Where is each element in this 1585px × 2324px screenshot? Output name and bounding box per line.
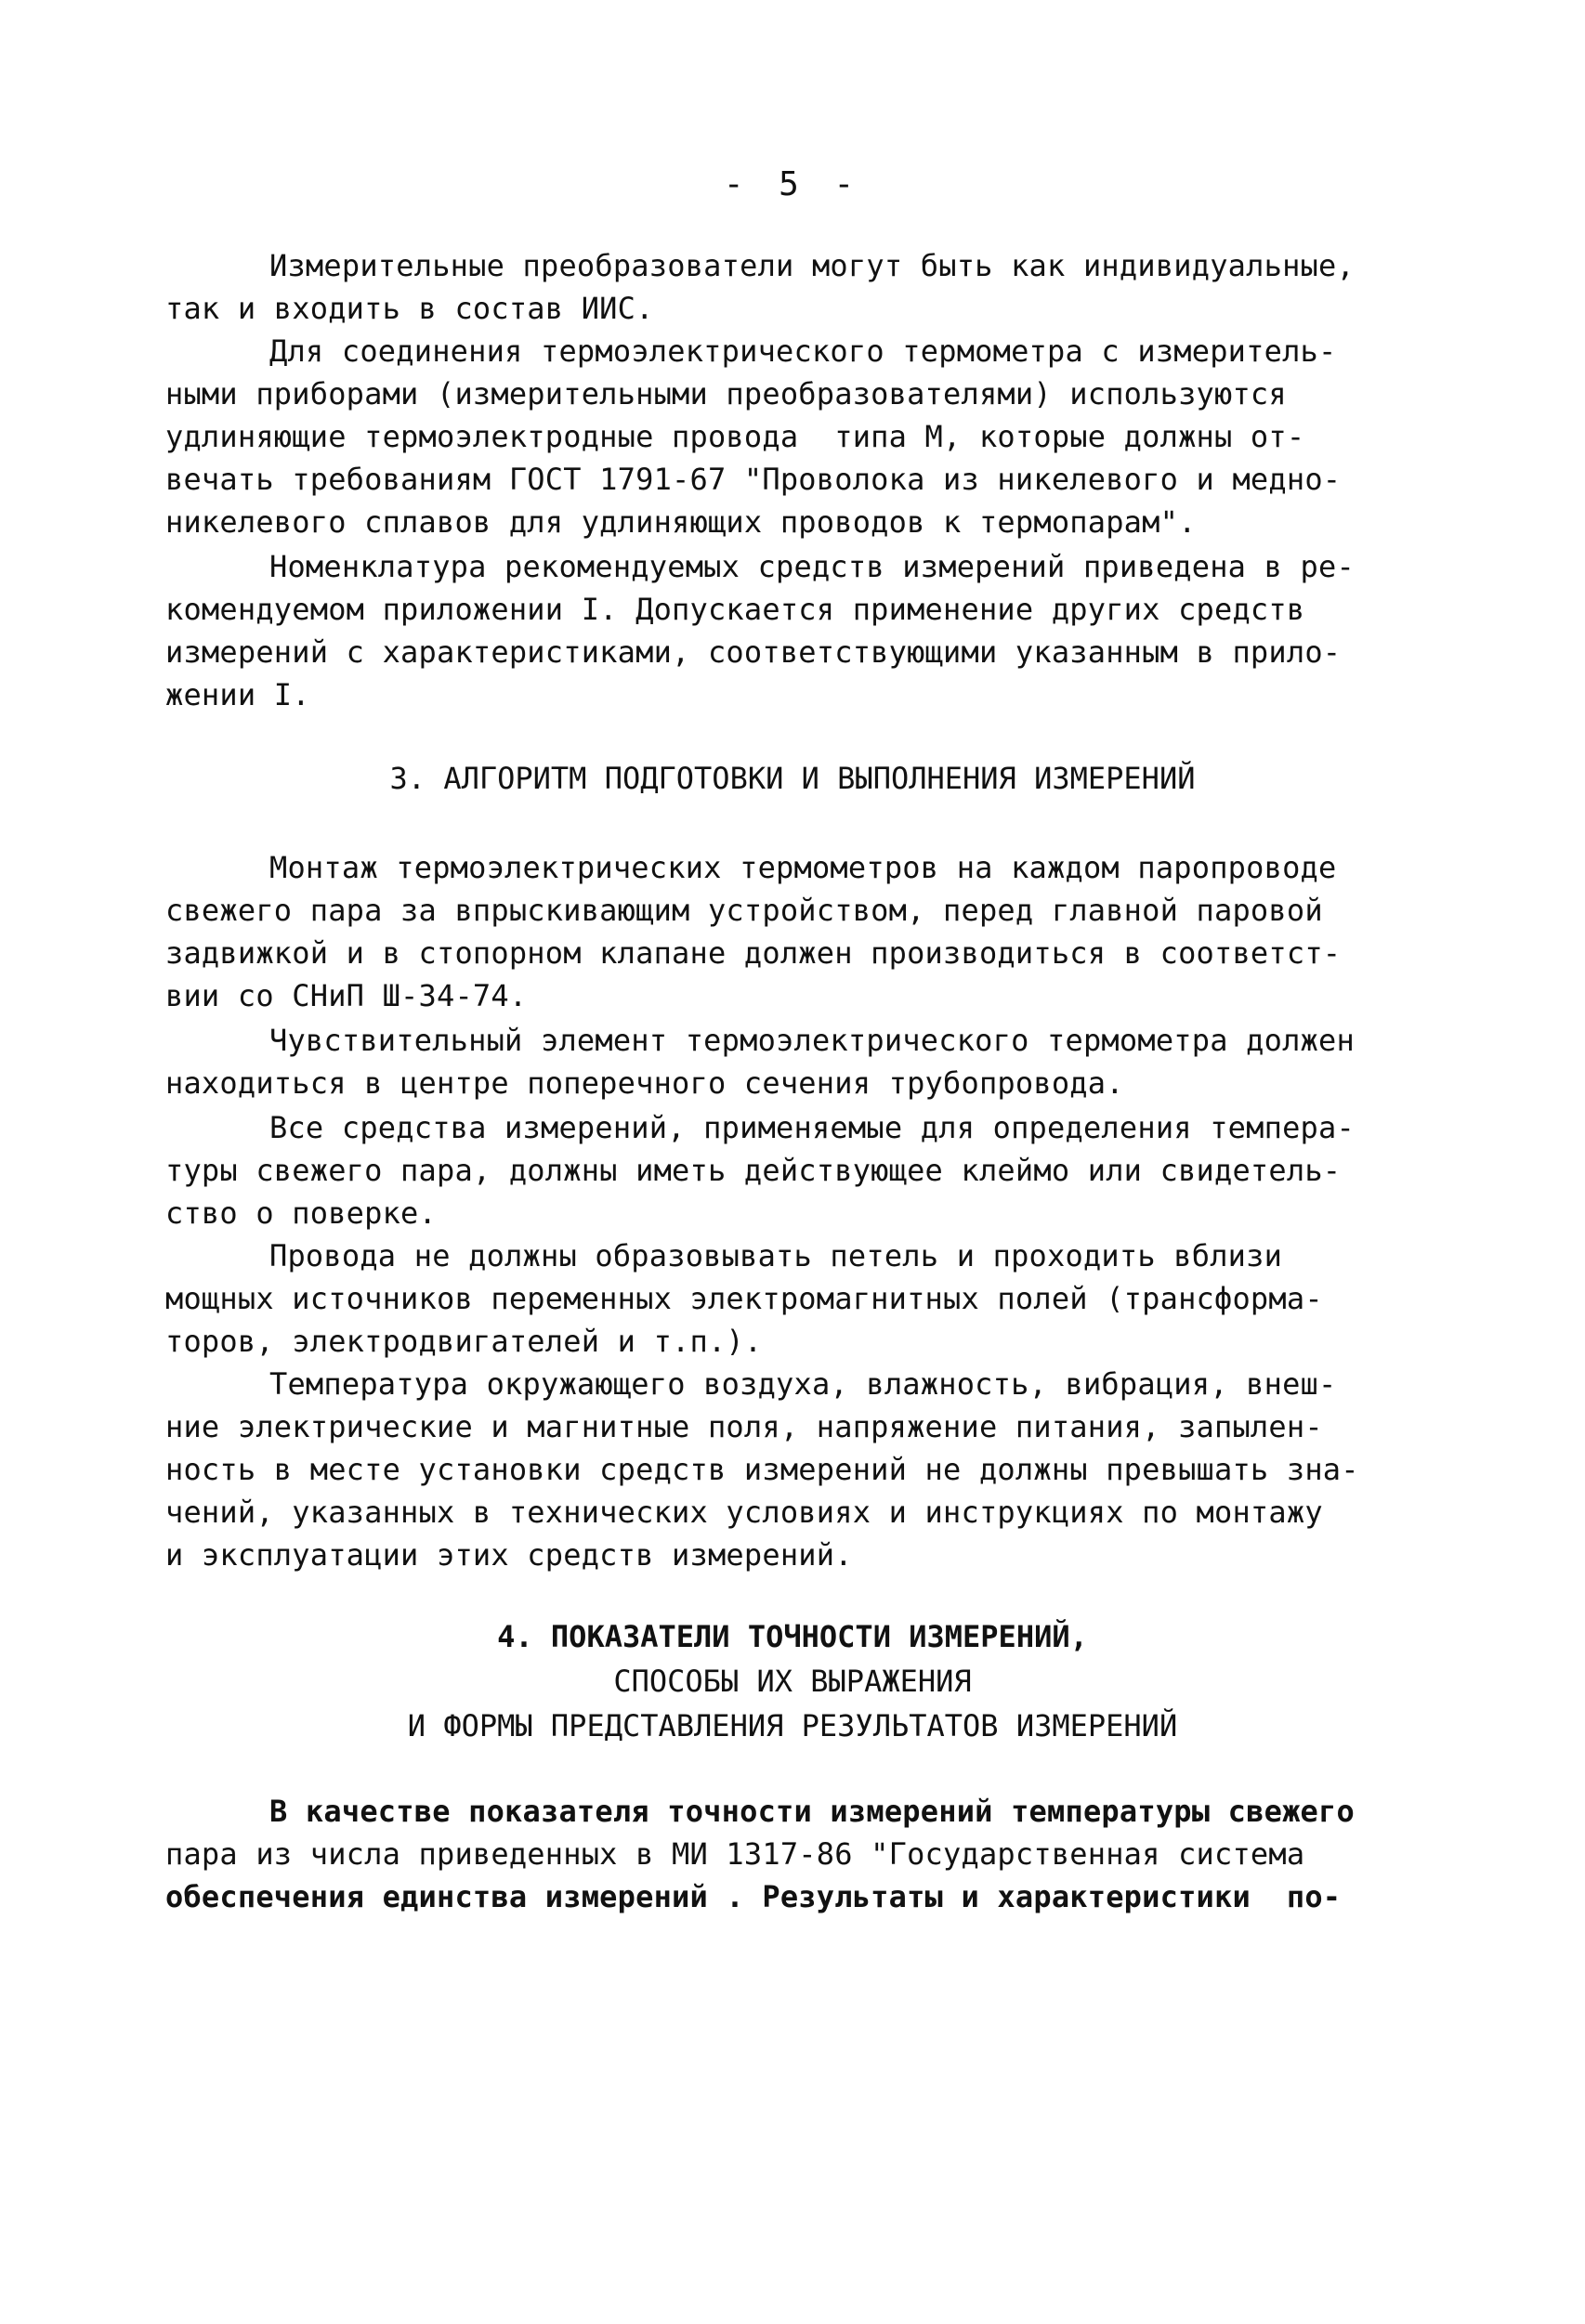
text-line: ство о поверке.	[165, 1195, 437, 1231]
text-line: свежего пара за впрыскивающим устройством, перед главной паровой	[165, 893, 1323, 928]
page-number: - 5 -	[723, 165, 862, 203]
text-line: и эксплуатации этих средств измерений.	[165, 1537, 853, 1573]
text-line: мощных источников переменных электромагнитных полей (трансформа-	[165, 1281, 1323, 1316]
text-line: чений, указанных в технических условиях и инструкциях по монтажу	[165, 1495, 1323, 1530]
text-line: туры свежего пара, должны иметь действующее клеймо или свидетель-	[165, 1153, 1342, 1188]
text-line: обеспечения единства измерений . Результаты и характеристики по-	[165, 1879, 1342, 1914]
text-line: Провода не должны образовывать петель и проходить вблизи	[269, 1238, 1283, 1273]
section-4-title: И ФОРМЫ ПРЕДСТАВЛЕНИЯ РЕЗУЛЬТАТОВ ИЗМЕРЕНИЙ	[407, 1708, 1178, 1743]
text-line: задвижкой и в стопорном клапане должен производиться в соответст-	[165, 935, 1342, 971]
text-line: комендуемом приложении I. Допускается применение других средств	[165, 592, 1305, 627]
text-line: Для соединения термоэлектрического термометра с измеритель-	[269, 333, 1337, 369]
section-3-title: 3. АЛГОРИТМ ПОДГОТОВКИ И ВЫПОЛНЕНИЯ ИЗМЕРЕНИЙ	[389, 761, 1196, 796]
text-line: Температура окружающего воздуха, влажность, вибрация, внеш-	[269, 1366, 1337, 1402]
text-line: торов, электродвигателей и т.п.).	[165, 1324, 763, 1359]
text-line: так и входить в состав ИИС.	[165, 291, 654, 326]
text-line: Чувствительный элемент термоэлектрического термометра должен	[269, 1023, 1355, 1058]
text-line: ность в месте установки средств измерений не должны превышать зна-	[165, 1452, 1359, 1487]
text-line: ние электрические и магнитные поля, напряжение питания, запылен-	[165, 1409, 1323, 1444]
text-line: измерений с характеристиками, соответствующими указанным в прило-	[165, 634, 1342, 670]
text-line: Монтаж термоэлектрических термометров на каждом паропроводе	[269, 850, 1337, 885]
text-line: Все средства измерений, применяемые для определения темпера-	[269, 1110, 1355, 1145]
text-line: Номенклатура рекомендуемых средств измерений приведена в ре-	[269, 549, 1355, 584]
text-line: Измерительные преобразователи могут быть как индивидуальные,	[269, 248, 1355, 283]
section-4-title: СПОСОБЫ ИХ ВЫРАЖЕНИЯ	[613, 1664, 972, 1699]
text-line: удлиняющие термоэлектродные провода типа М, которые должны от-	[165, 419, 1305, 454]
text-line: никелевого сплавов для удлиняющих проводов к термопарам".	[165, 504, 1197, 540]
text-line: находиться в центре поперечного сечения трубопровода.	[165, 1065, 1124, 1101]
text-line: вечать требованиям ГОСТ 1791-67 "Проволока из никелевого и медно-	[165, 462, 1342, 497]
text-line: В качестве показателя точности измерений температуры свежего	[269, 1794, 1355, 1829]
text-line: пара из числа приведенных в МИ 1317-86 "Государственная система	[165, 1836, 1305, 1872]
text-line: вии со СНиП Ш-34-74.	[165, 978, 528, 1013]
section-4-title: 4. ПОКАЗАТЕЛИ ТОЧНОСТИ ИЗМЕРЕНИЙ,	[497, 1619, 1088, 1654]
text-line: жении I.	[165, 677, 310, 712]
text-line: ными приборами (измерительными преобразователями) используются	[165, 376, 1287, 411]
